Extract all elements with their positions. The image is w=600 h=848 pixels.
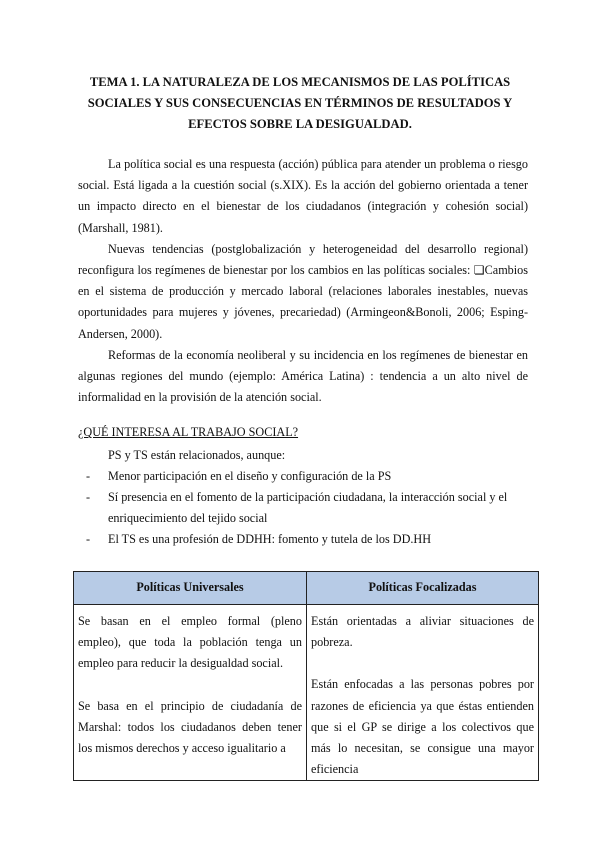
list-item: - El TS es una profesión de DDHH: fomento y tutela de los DD.HH <box>78 529 528 550</box>
table-row <box>74 605 539 781</box>
cell-paragraph: Se basan en el empleo formal (pleno empleo), que toda la población tenga un empleo para reducir la desigualdad social. <box>78 614 302 671</box>
header-focused-policies: Políticas Focalizadas <box>307 572 539 605</box>
universal-policies-cell <box>74 605 307 781</box>
section-heading: ¿QUÉ INTERESA AL TRABAJO SOCIAL? <box>78 425 299 439</box>
social-work-section <box>78 422 528 550</box>
bullet-list <box>78 466 528 550</box>
cell-paragraph: Se basa en el principio de ciudadanía de Marshal: todos los ciudadanos deben tener los mismos derechos y acceso igualitario a <box>78 698 302 756</box>
focused-policies-cell <box>307 605 539 781</box>
paragraph: Reformas de la economía neoliberal y su incidencia en los regímenes de bienestar en algunas regiones del mundo (ejemplo: América Latina) : tendencia a un alto nivel de informalidad en la provisión de la atención social. <box>78 347 528 405</box>
paragraph: Nuevas tendencias (postglobalización y heterogeneidad del desarrollo regional) reconfigura los regímenes de bienestar por los cambios en las políticas sociales: ❏Cambios en el sistema de producción y mercado laboral (relaciones laborales inestables, nuevas oportunidades para mujeres y jóvenes, precariedad) (Armingeon&Bonoli, 2006; Esping-Andersen, 2000). <box>78 241 528 341</box>
header-universal-policies: Políticas Universales <box>74 572 307 605</box>
section-lead: PS y TS están relacionados, aunque: <box>108 448 286 462</box>
table-header-row <box>74 572 539 605</box>
list-item: - Menor participación en el diseño y configuración de la PS <box>78 466 528 487</box>
body-text <box>78 154 528 408</box>
cell-paragraph: Están orientadas a aliviar situaciones de pobreza. <box>311 614 534 650</box>
list-item: - Sí presencia en el fomento de la participación ciudadana, la interacción social y el enriquecimiento del tejido social <box>78 487 528 529</box>
policies-comparison-table <box>73 571 539 781</box>
cell-paragraph: Están enfocadas a las personas pobres por razones de eficiencia ya que éstas entienden que si el GP se dirige a los colectivos que más lo necesitan, se consigue una mayor eficiencia <box>311 677 534 777</box>
paragraph: La política social es una respuesta (acción) pública para atender un problema o riesgo social. Está ligada a la cuestión social (s.XIX). Es la acción del gobierno orientada a tener un impacto directo en el bienestar de los ciudadanos (integración y cohesión social) (Marshall, 1981). <box>78 157 528 235</box>
document-title: TEMA 1. LA NATURALEZA DE LOS MECANISMOS DE LAS POLÍTICAS SOCIALES Y SUS CONSECUENCIAS EN TÉRMINOS DE RESULTADOS Y EFECTOS SOBRE LA DESIGUALDAD. <box>87 75 513 131</box>
